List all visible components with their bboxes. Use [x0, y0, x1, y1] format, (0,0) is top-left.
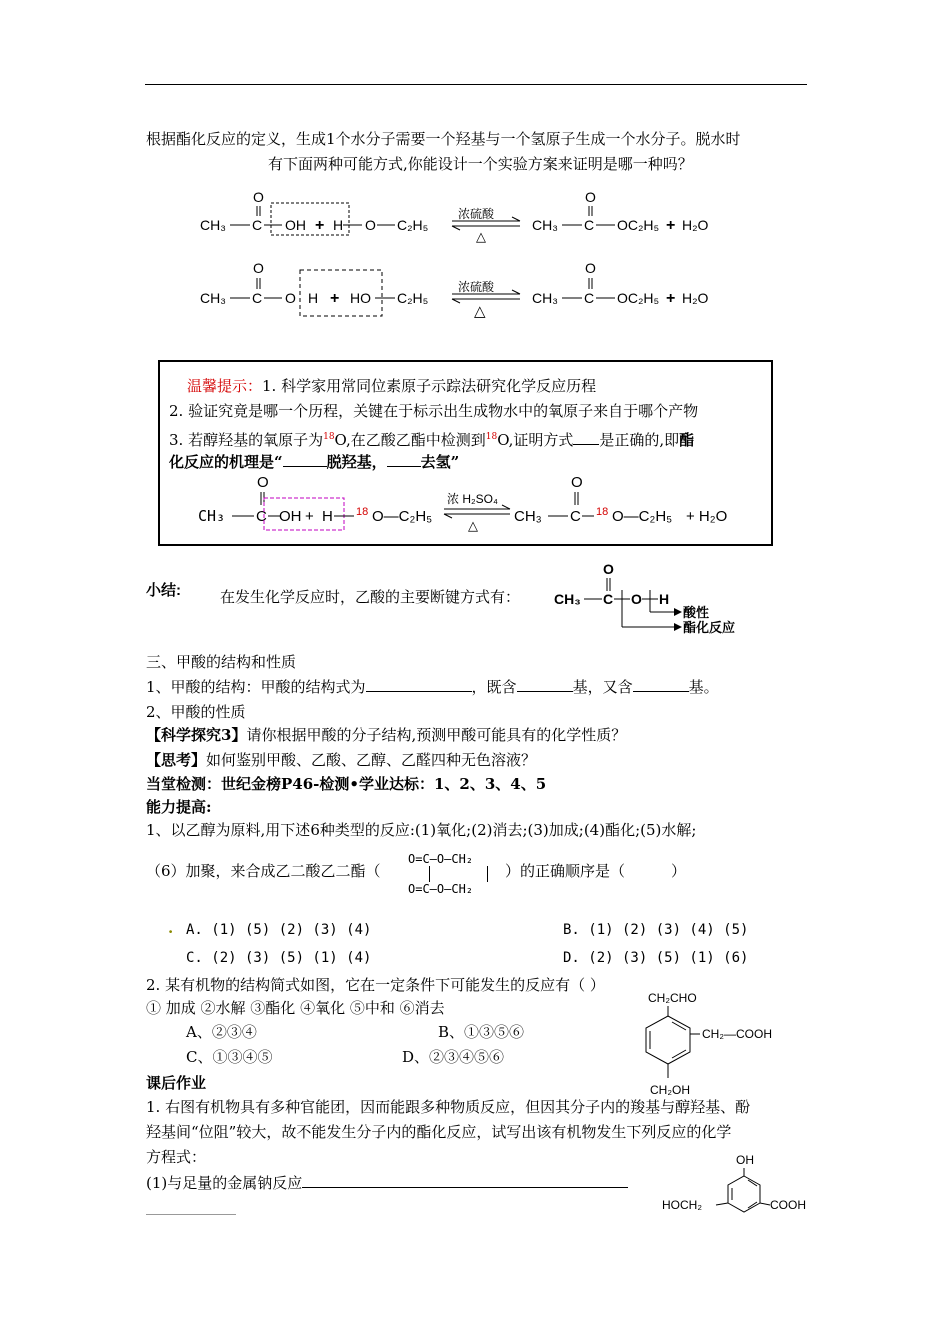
q1-dot: .	[168, 919, 174, 937]
teq-c-b: C	[570, 508, 581, 525]
eq1-ch3-b: CH₃	[532, 217, 558, 233]
equation-1	[190, 188, 750, 243]
tip-line-1-text: 1. 科学家用常同位素原子示踪法研究化学反应历程	[262, 377, 597, 395]
eq2-ch3: CH₃	[200, 290, 226, 306]
eq2-ch3-b: CH₃	[532, 290, 558, 306]
eq2-heat: △	[474, 303, 486, 320]
sum-h: H	[659, 591, 670, 607]
sum-ch3: CH₃	[554, 591, 581, 607]
eq1-oh: OH	[285, 217, 306, 233]
q2-option-c[interactable]: C、①③④⑤	[186, 1048, 273, 1066]
tip-line-4a: 化反应的机理是“	[169, 453, 283, 471]
sum-arrow2: 酯化反应	[683, 620, 736, 635]
tip-line-4b: 脱羟基，	[326, 453, 387, 471]
tip-line-3e: 酯	[679, 431, 695, 449]
think-line	[146, 750, 536, 770]
eq2-h2o: H₂O	[682, 290, 709, 306]
blank-group-1[interactable]	[283, 452, 327, 467]
tip-label: 温馨提示：	[187, 377, 263, 395]
tip-line-3c: O,证明方式	[497, 431, 574, 449]
think-tag: 【思考】	[146, 751, 207, 769]
q1-option-a[interactable]: A. (1) (5) (2) (3) (4)	[186, 922, 372, 938]
sum-o: O	[631, 591, 642, 607]
homework-heading: 课后作业	[146, 1074, 207, 1092]
explore-line	[146, 725, 626, 745]
eq2-catalyst: 浓硫酸	[458, 280, 495, 294]
teq-catalyst: 浓 H₂SO₄	[447, 492, 498, 506]
teq-heat: △	[468, 518, 478, 533]
tip-line-2: 2. 验证究竟是哪一个历程，关键在于标示出生成物水中的氧原子来自于哪个产物	[169, 402, 699, 420]
acid-bond-diagram	[552, 560, 752, 640]
section3-item2: 2、甲酸的性质	[146, 703, 246, 721]
eq1-h: H	[333, 217, 344, 233]
summary-text: 在发生化学反应时，乙酸的主要断键方式有：	[220, 589, 521, 606]
think-text: 如何鉴别甲酸、乙酸、乙醇、乙醛四种无色溶液？	[206, 751, 537, 769]
homework-line2: 羟基间“位阻”较大，故不能发生分子内的酯化反应，试写出该有机物发生下列反应的化学	[146, 1123, 732, 1141]
sum-c: C	[603, 591, 614, 607]
homework-line1: 1. 右图有机物具有多种官能团，因而能跟多种物质反应，但因其分子内的羧基与醇羟基、酚	[146, 1098, 751, 1116]
item1-c: 基，又含	[572, 678, 633, 696]
q2-stem: 2. 某有机物的结构简式如图，它在一定条件下可能发生的反应有（ ）	[146, 976, 605, 994]
eq1-c-b: C	[584, 217, 595, 233]
iso-mark-1: 18	[323, 432, 335, 442]
eq1-o2: O	[365, 217, 376, 233]
eq1-o: O	[253, 189, 264, 205]
eq1-catalyst: 浓硫酸	[458, 207, 495, 221]
tip-line-1	[187, 376, 596, 396]
teq-tail: + H₂O	[686, 508, 728, 525]
tip-line-3	[169, 427, 694, 450]
item1-d: 基。	[688, 678, 719, 696]
teq-ch3-b: CH₃	[514, 508, 542, 525]
header-rule	[145, 84, 807, 85]
eq1-ch3: CH₃	[200, 217, 226, 233]
eq2-ho: HO	[350, 290, 371, 306]
oxalate-top: O=C—O—CH₂	[408, 852, 474, 866]
q2-reactions: ① 加成 ②水解 ③酯化 ④氧化 ⑤中和 ⑥消去	[146, 999, 445, 1017]
blank-group-2[interactable]	[387, 452, 421, 467]
eq2-oc2h5: OC₂H₅	[617, 290, 660, 306]
item1-a: 1、甲酸的结构：甲酸的结构式为	[146, 678, 366, 696]
test-line: 当堂检测：世纪金榜P46-检测•学业达标：1、2、3、4、5	[146, 775, 547, 793]
eq1-heat: △	[476, 229, 486, 243]
blank-group-b[interactable]	[633, 677, 689, 692]
tip-equation	[192, 474, 752, 538]
teq-ch3: CH₃	[198, 507, 226, 525]
homework-line4	[146, 1173, 628, 1193]
teq-oh: OH	[279, 508, 302, 525]
q2-struct-top: CH₂CHO	[648, 991, 697, 1005]
teq-c: C	[256, 508, 267, 525]
ability-heading: 能力提高:	[146, 798, 212, 816]
item1-b: ，既含	[471, 678, 517, 696]
section3-item1	[146, 677, 719, 697]
q1-line2-a: （6）加聚，来合成乙二酸乙二酯（	[146, 862, 381, 880]
q1-line2-c: ）	[671, 862, 687, 880]
eq2-c-b: C	[584, 290, 595, 306]
eq1-c: C	[252, 217, 263, 233]
sum-arrow1: 酸性	[683, 605, 710, 620]
tip-line-3a: 3. 若醇羟基的氧原子为	[169, 431, 324, 449]
teq-o-b: O	[571, 474, 583, 491]
blank-formula[interactable]	[366, 677, 472, 692]
teq-h: H	[322, 508, 333, 525]
intro-line-2: 有下面两种可能方式,你能设计一个实验方案来证明是哪一种吗？	[268, 155, 693, 173]
sum-o-top: O	[603, 561, 614, 577]
eq1-h2o: H₂O	[682, 217, 709, 233]
explore-tag: 【科学探究3】	[146, 726, 247, 744]
hw-struct-right: COOH	[770, 1198, 806, 1212]
q2-struct-right: CH₂—COOH	[702, 1027, 772, 1041]
oxalate-bottom: O=C—O—CH₂	[408, 882, 474, 896]
blank-group-a[interactable]	[517, 677, 573, 692]
answer-continuation-line[interactable]	[146, 1214, 236, 1215]
blank-answer-1[interactable]	[302, 1173, 628, 1188]
q2-option-a[interactable]: A、②③④	[186, 1023, 257, 1041]
eq2-o2: O	[285, 290, 296, 306]
eq1-o-b: O	[585, 189, 596, 205]
q1-option-b[interactable]: B. (1) (2) (3) (4) (5)	[563, 922, 749, 938]
iso-mark-2: 18	[485, 432, 498, 442]
teq-o: O	[257, 474, 269, 491]
eq2-c: C	[252, 290, 263, 306]
section3-heading: 三、甲酸的结构和性质	[146, 653, 297, 671]
eq2-o-b: O	[585, 260, 596, 276]
blank-method[interactable]	[573, 430, 599, 445]
q1-line1: 1、以乙醇为原料,用下述6种类型的反应:(1)氧化;(2)消去;(3)加成;(4)酯化;(5)水解;	[146, 821, 697, 839]
q1-line2-b-text: ）的正确顺序是（	[505, 862, 626, 880]
q2-option-d[interactable]: D、②③④⑤⑥	[402, 1048, 505, 1066]
intro-line-1: 根据酯化反应的定义，生成1个水分子需要一个羟基与一个氢原子生成一个水分子。脱水时	[146, 130, 741, 148]
eq1-plus: +	[315, 217, 325, 234]
eq1-c2h5: C₂H₅	[397, 217, 429, 233]
tip-line-4c: 去氢”	[420, 453, 460, 471]
eq2-h: H	[308, 290, 319, 306]
q2-option-b[interactable]: B、①③⑤⑥	[438, 1023, 525, 1041]
explore-text: 请你根据甲酸的分子结构,预测甲酸可能具有的化学性质？	[246, 726, 627, 744]
hw-struct-left: HOCH₂	[662, 1198, 702, 1212]
eq1-oc2h5: OC₂H₅	[617, 217, 660, 233]
eq1-plus-b: +	[666, 217, 676, 234]
eq2-plus: +	[330, 290, 340, 307]
homework-line4-text: (1)与足量的金属钠反应	[146, 1174, 303, 1192]
q2-structure	[622, 988, 782, 1100]
q1-option-d[interactable]: D. (2) (3) (5) (1) (6)	[563, 950, 749, 966]
homework-line3: 方程式：	[146, 1148, 207, 1166]
tip-line-3b: O,在乙酸乙酯中检测到	[334, 431, 486, 449]
oxalate-structure	[408, 852, 508, 904]
tip-line-4	[169, 452, 459, 472]
q1-line2-b	[505, 861, 686, 881]
eq2-o: O	[253, 260, 264, 276]
teq-iso-b: 18	[596, 506, 609, 518]
homework-structure	[660, 1150, 820, 1220]
q2-struct-bottom: CH₂OH	[650, 1083, 690, 1097]
hw-struct-oh: OH	[736, 1153, 754, 1167]
q1-option-c[interactable]: C. (2) (3) (5) (1) (4)	[186, 950, 372, 966]
tip-line-3d: 是正确的,即	[599, 431, 680, 449]
teq-iso: 18	[356, 506, 369, 518]
teq-oc2h5: O—C₂H₅	[372, 508, 433, 525]
eq2-plus-b: +	[666, 290, 676, 307]
summary-label: 小结:	[146, 582, 181, 599]
teq-oc2h5-b: O—C₂H₅	[612, 508, 673, 525]
eq2-c2h5: C₂H₅	[397, 290, 429, 306]
equation-2	[190, 258, 750, 320]
teq-plus: +	[305, 508, 314, 525]
